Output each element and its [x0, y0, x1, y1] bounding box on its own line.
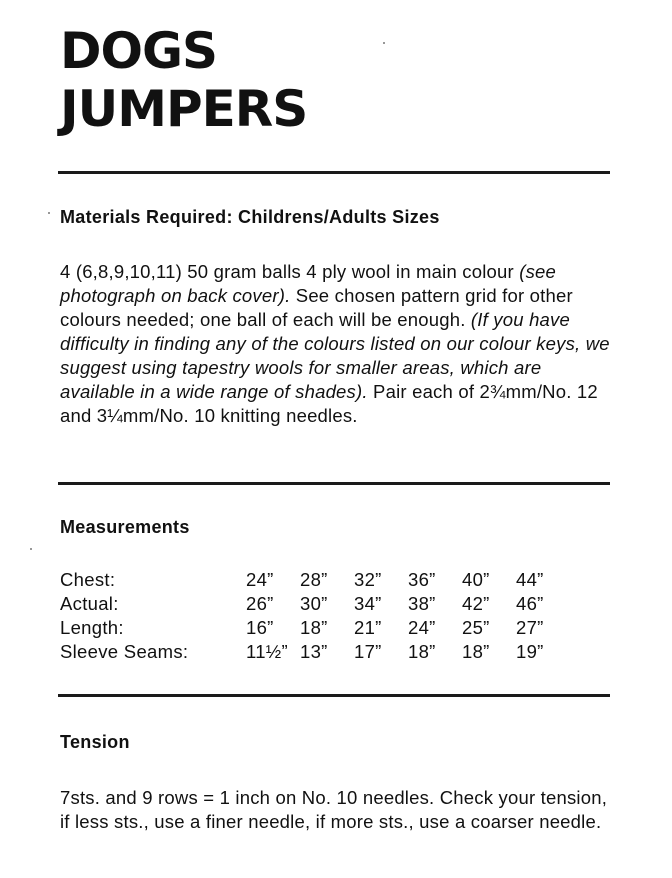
measurement-value: 24”	[408, 617, 436, 638]
measurement-value: 18”	[300, 617, 328, 638]
measurement-value: 30”	[300, 593, 328, 614]
measurement-value: 40”	[462, 569, 490, 590]
paper-speck	[30, 548, 32, 550]
measurement-value: 25”	[462, 617, 490, 638]
tension-text: 7sts. and 9 rows = 1 inch on No. 10 needles. Check your tension, if less sts., use a finer needle, if more sts., use a coarser needle.	[60, 787, 608, 832]
materials-note-italic: (If you have difficulty in finding any of the colours listed on our colour keys, we suggest using tapestry wools for smaller areas, which are available in a wide range of shades).	[60, 309, 610, 402]
page-title	[60, 22, 307, 138]
paper-speck	[383, 42, 385, 44]
measurement-value: 24”	[246, 569, 274, 590]
measurement-value: 36”	[408, 569, 436, 590]
divider-rule	[58, 482, 610, 485]
materials-text-run: 4 (6,8,9,10,11) 50 gram balls 4 ply wool in main colour	[60, 261, 520, 282]
measurements-table	[60, 568, 570, 664]
measurement-label: Actual:	[60, 593, 119, 614]
divider-rule	[58, 171, 610, 174]
measurement-value: 34”	[354, 593, 382, 614]
materials-note-italic: (see photograph on back cover).	[60, 261, 556, 306]
title-line-1: DOGS	[60, 22, 218, 80]
measurement-label: Length:	[60, 617, 124, 638]
divider-rule	[58, 694, 610, 697]
paper-speck	[48, 212, 50, 214]
measurement-label: Chest:	[60, 569, 116, 590]
measurement-value: 17”	[354, 641, 382, 662]
measurement-value: 26”	[246, 593, 274, 614]
measurement-value: 16”	[246, 617, 274, 638]
measurement-value: 27”	[516, 617, 544, 638]
measurement-value: 19”	[516, 641, 544, 662]
measurement-value: 13”	[300, 641, 328, 662]
materials-heading: Materials Required: Childrens/Adults Sizes	[60, 207, 440, 227]
measurement-row	[60, 592, 570, 616]
materials-text-run: Pair each of 2¾mm/No. 12 and 3¼mm/No. 10 knitting needles.	[60, 381, 598, 426]
title-line-2: JUMPERS	[60, 80, 308, 138]
measurement-row	[60, 568, 570, 592]
measurement-value: 28”	[300, 569, 328, 590]
materials-text-run: See chosen pattern grid for other colours needed; one ball of each will be enough.	[60, 285, 573, 330]
measurement-value: 42”	[462, 593, 490, 614]
measurement-value: 11½”	[246, 641, 288, 662]
measurement-label: Sleeve Seams:	[60, 641, 189, 662]
measurement-value: 44”	[516, 569, 544, 590]
measurement-row	[60, 640, 570, 664]
measurement-value: 38”	[408, 593, 436, 614]
materials-text	[60, 260, 620, 428]
measurement-value: 32”	[354, 569, 382, 590]
measurement-value: 18”	[462, 641, 490, 662]
measurement-value: 18”	[408, 641, 436, 662]
measurement-value: 21”	[354, 617, 382, 638]
measurement-row	[60, 616, 570, 640]
measurements-heading: Measurements	[60, 517, 190, 537]
measurement-value: 46”	[516, 593, 544, 614]
tension-heading: Tension	[60, 732, 130, 752]
